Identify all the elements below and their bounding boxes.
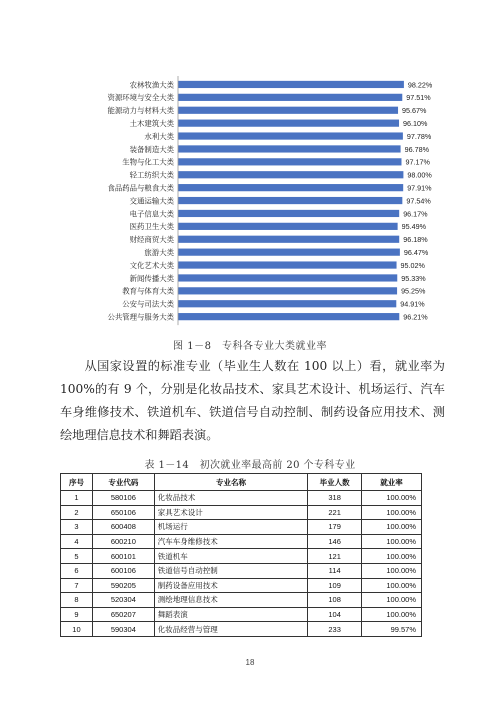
table-row <box>61 593 422 608</box>
value-label: 95.33% <box>401 273 426 283</box>
bar <box>178 120 399 127</box>
category-label: 农林牧渔大类 <box>129 80 174 90</box>
employment-bar-chart <box>88 74 433 322</box>
cell-rate: 100.00% <box>362 491 422 506</box>
bar <box>178 300 396 307</box>
cell-rate: 100.00% <box>362 549 422 564</box>
cell-index: 1 <box>61 491 93 506</box>
cell-graduates: 146 <box>308 534 362 549</box>
header-name: 专业名称 <box>154 474 307 491</box>
category-label: 公安与司法大类 <box>122 299 174 309</box>
cell-rate: 100.00% <box>362 593 422 608</box>
cell-index: 6 <box>61 563 93 578</box>
bar <box>178 145 401 152</box>
bar <box>178 249 400 256</box>
category-label: 装备制造大类 <box>129 144 174 154</box>
cell-code: 600210 <box>92 534 154 549</box>
figure-caption: 图 1－8 专科各专业大类就业率 <box>173 341 327 352</box>
cell-code: 590205 <box>92 578 154 593</box>
table-row <box>61 520 422 535</box>
cell-name: 铁道信号自动控制 <box>154 563 307 578</box>
cell-graduates: 179 <box>308 520 362 535</box>
cell-name: 机场运行 <box>154 520 307 535</box>
value-label: 97.51% <box>406 93 431 103</box>
body-paragraph-text: 从国家设置的标准专业（毕业生人数在 100 以上）看，就业率为 100%的有 9 个，分别是化妆品技术、家具艺术设计、机场运行、汽车车身维修技术、铁道机车、铁道信号自动控制、制药设备应用技术、测绘地理信息技术和舞蹈表演。 <box>60 359 445 442</box>
category-label: 电子信息大类 <box>129 209 174 219</box>
cell-rate: 100.00% <box>362 607 422 622</box>
value-label: 97.54% <box>406 196 431 206</box>
table-row <box>61 607 422 622</box>
cell-rate: 100.00% <box>362 578 422 593</box>
bar <box>178 313 399 320</box>
cell-name: 化妆品经营与管理 <box>154 622 307 637</box>
table-row <box>61 563 422 578</box>
bar <box>178 81 404 88</box>
cell-name: 测绘地理信息技术 <box>154 593 307 608</box>
table-row <box>61 534 422 549</box>
table-header-row <box>61 474 422 491</box>
cell-index: 2 <box>61 505 93 520</box>
value-label: 97.17% <box>405 157 430 167</box>
cell-graduates: 221 <box>308 505 362 520</box>
category-label: 医药卫生大类 <box>129 222 174 232</box>
cell-code: 600101 <box>92 549 154 564</box>
table-row <box>61 505 422 520</box>
bar <box>178 107 398 114</box>
header-rate: 就业率 <box>362 474 422 491</box>
cell-graduates: 114 <box>308 563 362 578</box>
body-paragraph <box>60 355 445 447</box>
bar <box>178 158 401 165</box>
cell-name: 家具艺术设计 <box>154 505 307 520</box>
cell-index: 4 <box>61 534 93 549</box>
bar <box>178 236 399 243</box>
bar <box>178 261 397 268</box>
bar <box>178 184 403 191</box>
cell-index: 7 <box>61 578 93 593</box>
bar <box>178 94 402 101</box>
cell-code: 590304 <box>92 622 154 637</box>
table-row <box>61 622 422 637</box>
cell-rate: 100.00% <box>362 505 422 520</box>
category-label: 资源环境与安全大类 <box>107 93 174 103</box>
value-label: 95.02% <box>400 260 425 270</box>
cell-code: 520304 <box>92 593 154 608</box>
value-label: 97.78% <box>406 131 432 141</box>
value-label: 95.67% <box>402 106 427 116</box>
table-row <box>61 549 422 564</box>
page-number: 18 <box>245 658 255 667</box>
value-label: 96.10% <box>403 118 428 128</box>
cell-code: 580106 <box>92 491 154 506</box>
table-row <box>61 578 422 593</box>
bar <box>178 210 399 217</box>
category-label: 旅游大类 <box>144 247 174 257</box>
cell-graduates: 109 <box>308 578 362 593</box>
category-label: 财经商贸大类 <box>129 235 174 245</box>
value-label: 95.25% <box>401 286 426 296</box>
category-label: 土木建筑大类 <box>129 118 174 128</box>
category-label: 公共管理与服务大类 <box>107 312 174 322</box>
table-row <box>61 491 422 506</box>
cell-graduates: 318 <box>308 491 362 506</box>
cell-index: 8 <box>61 593 93 608</box>
category-label: 轻工纺织大类 <box>129 170 174 180</box>
cell-code: 600106 <box>92 563 154 578</box>
cell-graduates: 233 <box>308 622 362 637</box>
category-label: 新闻传播大类 <box>129 273 174 283</box>
value-label: 98.22% <box>407 80 433 90</box>
cell-index: 10 <box>61 622 93 637</box>
cell-name: 舞蹈表演 <box>154 607 307 622</box>
value-label: 96.18% <box>403 235 428 245</box>
bar <box>178 171 403 178</box>
header-graduates: 毕业人数 <box>308 474 362 491</box>
value-label: 97.91% <box>407 183 432 193</box>
value-label: 95.49% <box>401 222 427 232</box>
cell-graduates: 121 <box>308 549 362 564</box>
value-label: 96.21% <box>403 312 428 322</box>
header-index: 序号 <box>61 474 93 491</box>
top-majors-table <box>60 473 422 637</box>
cell-code: 600408 <box>92 520 154 535</box>
cell-code: 650106 <box>92 505 154 520</box>
table-caption: 表 1－14 初次就业率最高前 20 个专科专业 <box>144 460 356 471</box>
cell-rate: 99.57% <box>362 622 422 637</box>
bar <box>178 274 397 281</box>
category-label: 食品药品与粮食大类 <box>107 183 174 193</box>
category-label: 生物与化工大类 <box>122 157 174 167</box>
cell-rate: 100.00% <box>362 520 422 535</box>
category-label: 水利大类 <box>144 131 174 141</box>
category-label: 文化艺术大类 <box>129 260 174 270</box>
category-label: 能源动力与材料大类 <box>107 106 174 116</box>
value-label: 94.91% <box>400 299 425 309</box>
major-category-employment-chart <box>88 74 433 322</box>
cell-graduates: 108 <box>308 593 362 608</box>
category-label: 交通运输大类 <box>129 196 174 206</box>
cell-graduates: 104 <box>308 607 362 622</box>
cell-code: 650207 <box>92 607 154 622</box>
value-label: 96.17% <box>403 209 428 219</box>
cell-name: 汽车车身维修技术 <box>154 534 307 549</box>
cell-rate: 100.00% <box>362 563 422 578</box>
value-label: 96.47% <box>403 247 429 257</box>
bar <box>178 197 402 204</box>
value-label: 98.00% <box>407 170 432 180</box>
cell-name: 化妆品技术 <box>154 491 307 506</box>
bar <box>178 223 398 230</box>
cell-index: 9 <box>61 607 93 622</box>
cell-index: 3 <box>61 520 93 535</box>
header-code: 专业代码 <box>92 474 154 491</box>
cell-rate: 100.00% <box>362 534 422 549</box>
value-label: 96.78% <box>404 144 429 154</box>
category-label: 教育与体育大类 <box>122 286 174 296</box>
cell-index: 5 <box>61 549 93 564</box>
cell-name: 铁道机车 <box>154 549 307 564</box>
bar <box>178 132 403 139</box>
bar <box>178 287 397 294</box>
cell-name: 制药设备应用技术 <box>154 578 307 593</box>
